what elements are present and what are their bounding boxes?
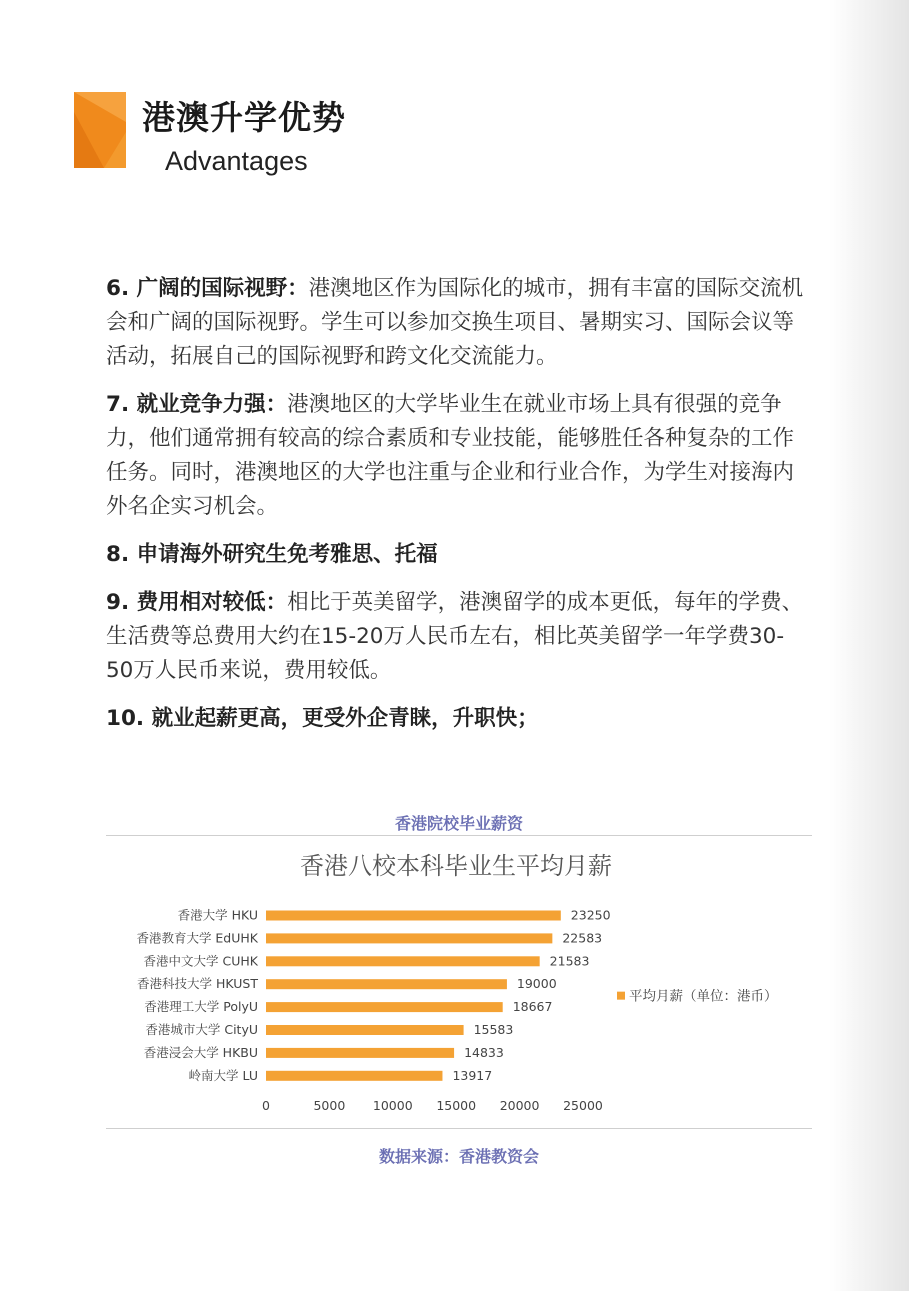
data-label: 23250 bbox=[570, 907, 611, 923]
data-label: 18667 bbox=[512, 999, 553, 1015]
advantage-7-lead: 7. 就业竞争力强： bbox=[106, 392, 288, 417]
data-label: 22583 bbox=[562, 930, 603, 946]
advantage-7 bbox=[106, 388, 806, 524]
advantage-6-lead: 6. 广阔的国际视野： bbox=[106, 276, 309, 301]
chart-caption: 香港院校毕业薪资 bbox=[394, 814, 523, 833]
bar bbox=[266, 1048, 454, 1058]
chart-top-rule bbox=[106, 835, 812, 836]
x-tick-label: 10000 bbox=[372, 1098, 413, 1113]
bar bbox=[266, 1025, 464, 1035]
advantage-6-text: 港澳地区作为国际化的城市，拥有丰富的国际交流机会和广阔的国际视野。学生可以参加交换生项目、暑期实习、国际会议等活动，拓展自己的国际视野和跨文化交流能力。 bbox=[106, 276, 804, 369]
data-label: 21583 bbox=[549, 953, 590, 969]
category-label: 香港大学 HKU bbox=[177, 907, 258, 923]
advantage-10 bbox=[106, 702, 806, 736]
advantage-9-lead: 9. 费用相对较低： bbox=[106, 590, 288, 615]
advantages-list bbox=[106, 272, 806, 750]
page-edge-shadow bbox=[829, 0, 909, 1291]
chart-title: 香港八校本科毕业生平均月薪 bbox=[300, 852, 612, 880]
legend-swatch bbox=[617, 992, 625, 1000]
orange-logo-block bbox=[74, 92, 126, 168]
advantage-6 bbox=[106, 272, 806, 374]
data-label: 19000 bbox=[516, 976, 557, 992]
bar bbox=[266, 933, 552, 943]
bar bbox=[266, 1002, 503, 1012]
x-tick-label: 0 bbox=[262, 1098, 270, 1113]
x-tick-label: 15000 bbox=[436, 1098, 477, 1113]
category-label: 香港浸会大学 HKBU bbox=[143, 1044, 258, 1060]
advantage-9 bbox=[106, 586, 806, 688]
bar bbox=[266, 956, 540, 966]
advantage-10-lead: 10. 就业起薪更高，更受外企青睐，升职快； bbox=[106, 706, 539, 731]
x-tick-label: 20000 bbox=[499, 1098, 540, 1113]
data-label: 13917 bbox=[452, 1067, 493, 1083]
category-label: 香港教育大学 EdUHK bbox=[136, 930, 258, 946]
data-label: 14833 bbox=[464, 1044, 504, 1060]
advantage-7-text: 港澳地区的大学毕业生在就业市场上具有很强的竞争力，他们通常拥有较高的综合素质和专业技能，能够胜任各种复杂的工作任务。同时，港澳地区的大学也注重与企业和行业合作，为学生对接海内外名企实习机会。 bbox=[106, 392, 795, 519]
category-label: 香港理工大学 PolyU bbox=[144, 999, 258, 1015]
page-title: 港澳升学优势 bbox=[142, 98, 346, 137]
advantage-8 bbox=[106, 538, 806, 572]
category-label: 岭南大学 LU bbox=[188, 1067, 258, 1083]
bar bbox=[266, 1071, 442, 1081]
x-tick-label: 25000 bbox=[563, 1098, 603, 1113]
bar bbox=[266, 911, 561, 921]
chart-bottom-rule bbox=[106, 1128, 812, 1129]
category-label: 香港城市大学 CityU bbox=[145, 1022, 258, 1037]
x-tick-label: 5000 bbox=[313, 1098, 346, 1113]
bar bbox=[266, 979, 507, 989]
legend-label: 平均月薪（单位：港币） bbox=[629, 988, 778, 1005]
data-source: 数据来源：香港教资会 bbox=[378, 1147, 539, 1166]
salary-bar-chart bbox=[106, 840, 812, 1125]
advantage-8-lead: 8. 申请海外研究生免考雅思、托福 bbox=[106, 542, 438, 567]
category-label: 香港中文大学 CUHK bbox=[143, 953, 258, 969]
category-label: 香港科技大学 HKUST bbox=[137, 976, 258, 992]
advantage-9-text: 相比于英美留学，港澳留学的成本更低，每年的学费、生活费等总费用大约在15-20万人民币左右，相比英美留学一年学费30-50万人民币来说，费用较低。 bbox=[106, 590, 804, 683]
page-subtitle: Advantages bbox=[165, 146, 308, 176]
data-label: 15583 bbox=[473, 1022, 514, 1037]
